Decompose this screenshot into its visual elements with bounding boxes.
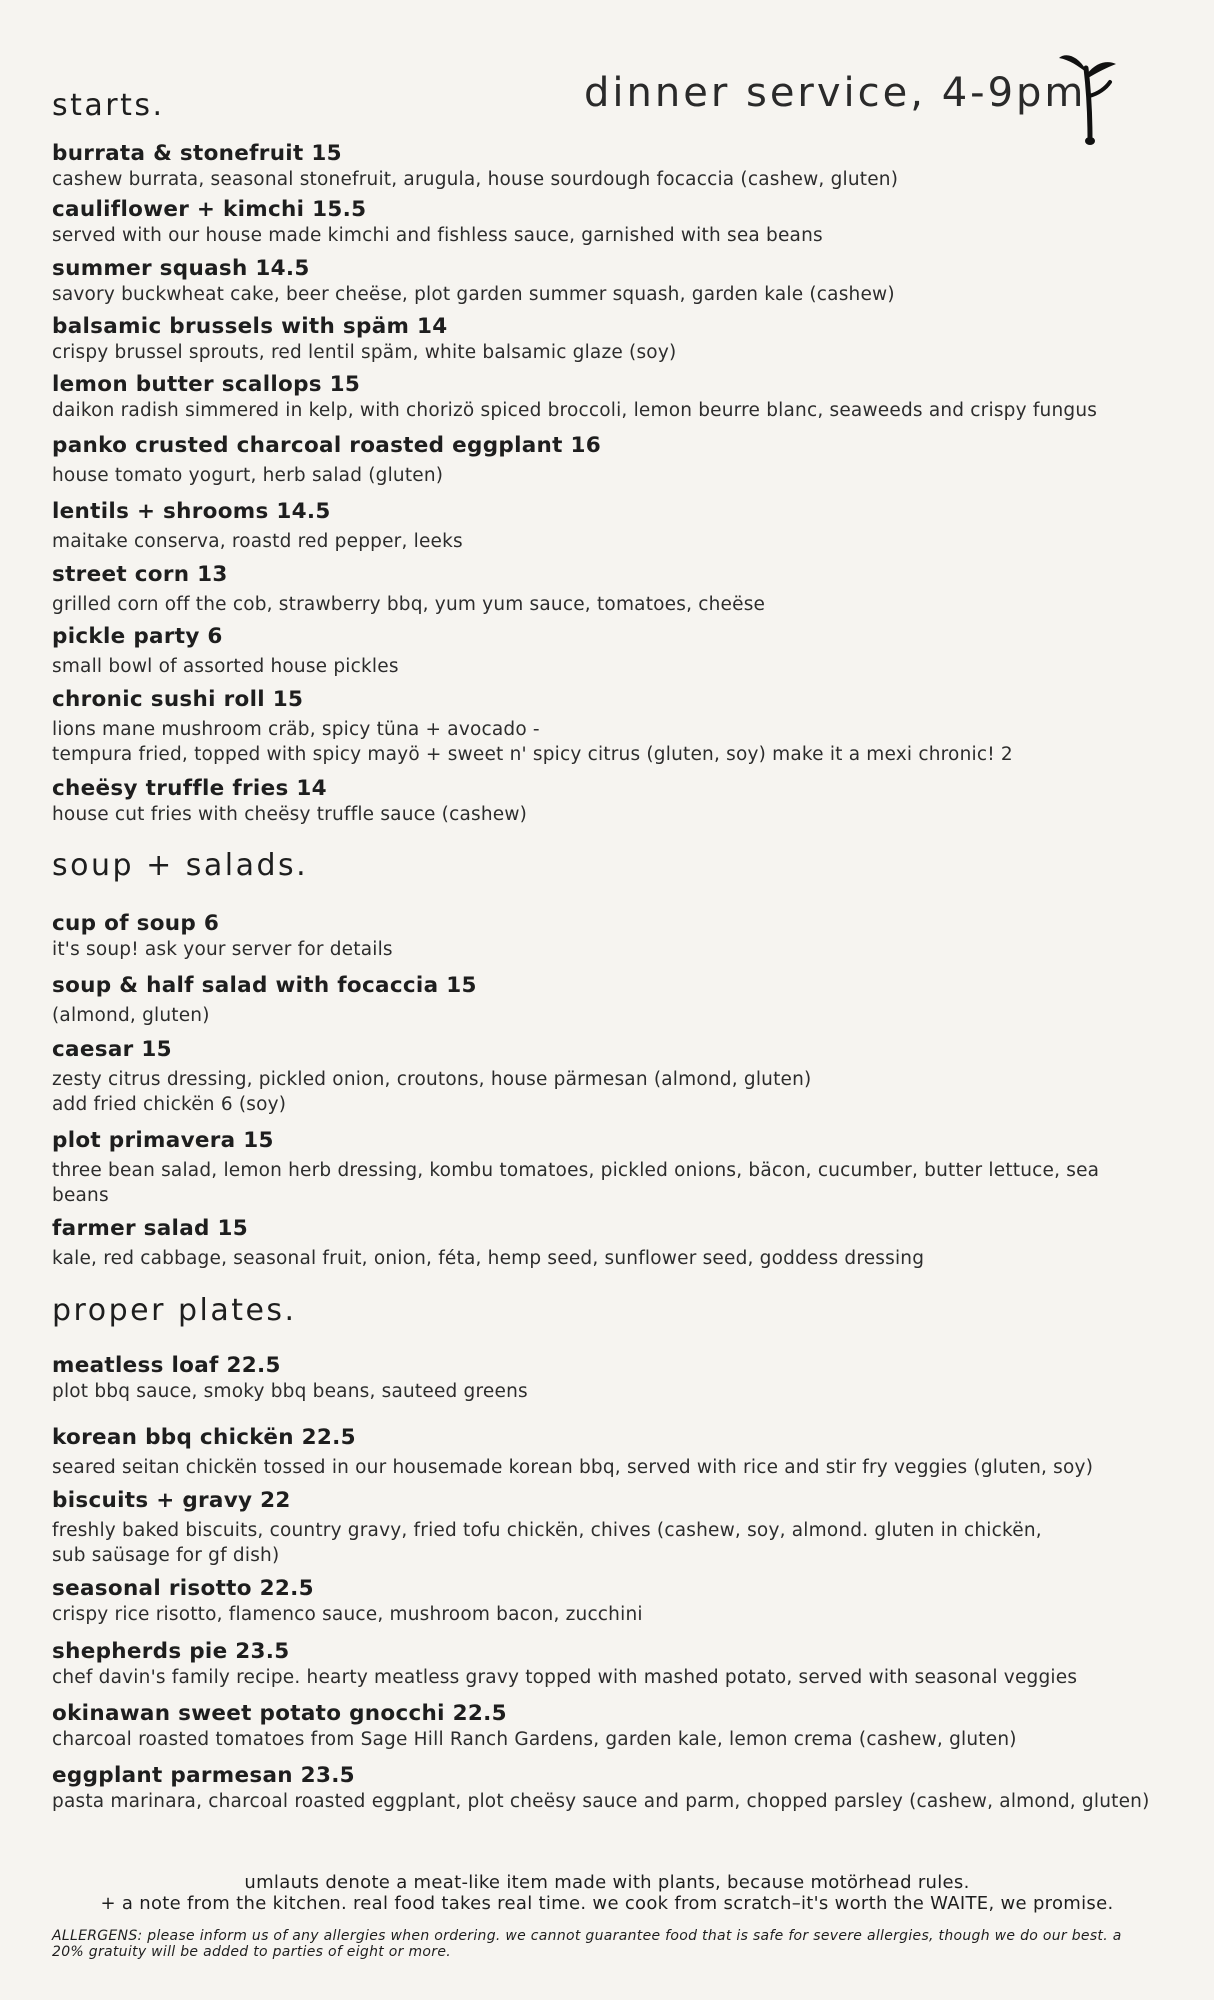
menu-item (52, 256, 1202, 307)
item-description: house tomato yogurt, herb salad (gluten) (52, 465, 444, 486)
item-name: soup & half salad with focaccia 15 (52, 973, 477, 998)
menu-item (52, 973, 1202, 1028)
item-name: biscuits + gravy 22 (52, 1488, 291, 1513)
item-name: lentils + shrooms 14.5 (52, 499, 331, 524)
item-description: charcoal roasted tomatoes from Sage Hill Ranch Gardens, garden kale, lemon crema (cashew, gluten) (52, 1729, 1017, 1750)
menu-item (52, 624, 1202, 679)
item-name: meatless loaf 22.5 (52, 1353, 281, 1378)
menu-item (52, 1425, 1202, 1480)
item-name: okinawan sweet potato gnocchi 22.5 (52, 1701, 507, 1726)
item-name: summer squash 14.5 (52, 256, 310, 281)
item-description: beans (52, 1185, 109, 1206)
item-name: shepherds pie 23.5 (52, 1639, 290, 1664)
item-name: cup of soup 6 (52, 911, 220, 936)
item-description: plot bbq sauce, smoky bbq beans, sauteed greens (52, 1381, 528, 1402)
item-name: pickle party 6 (52, 624, 223, 649)
menu-item (52, 141, 1202, 192)
item-description: house cut fries with cheësy truffle sauce (cashew) (52, 804, 528, 825)
item-description: served with our house made kimchi and fishless sauce, garnished with sea beans (52, 225, 823, 246)
item-name: lemon butter scallops 15 (52, 372, 361, 397)
item-name: balsamic brussels with späm 14 (52, 314, 448, 339)
menu-item (52, 314, 1202, 365)
item-description: cashew burrata, seasonal stonefruit, arugula, house sourdough focaccia (cashew, gluten) (52, 169, 899, 190)
menu-item (52, 1037, 1202, 1117)
menu-item (52, 433, 1202, 488)
menu-item (52, 911, 1202, 962)
item-name: chronic sushi roll 15 (52, 687, 304, 712)
menu-item (52, 1639, 1202, 1690)
menu-item (52, 1488, 1202, 1568)
item-description: grilled corn off the cob, strawberry bbq, yum yum sauce, tomatoes, cheëse (52, 594, 766, 615)
item-name: panko crusted charcoal roasted eggplant 16 (52, 433, 602, 458)
item-name: cheësy truffle fries 14 (52, 776, 327, 801)
item-description: sub saüsage for gf dish) (52, 1545, 280, 1566)
item-description: crispy brussel sprouts, red lentil späm, white balsamic glaze (soy) (52, 342, 677, 363)
allergens-note: ALLERGENS: please inform us of any allergies when ordering. we cannot guarantee food that is safe for severe allergies, though we do our best. a 20% gratuity will be added to parties of eight or more. (52, 1928, 1122, 1960)
service-title: dinner service, 4-9pm (584, 70, 1087, 116)
menu-item (52, 372, 1202, 423)
item-name: caesar 15 (52, 1037, 172, 1062)
item-description: daikon radish simmered in kelp, with chorizö spiced broccoli, lemon beurre blanc, seaweeds and crispy fungus (52, 400, 1098, 421)
item-description: zesty citrus dressing, pickled onion, croutons, house pärmesan (almond, gluten) (52, 1069, 812, 1090)
sprout-icon (1056, 48, 1120, 148)
menu-item (52, 776, 1202, 827)
menu-item (52, 499, 1202, 554)
menu-item (52, 562, 1202, 617)
menu-item (52, 1128, 1202, 1208)
item-description: savory buckwheat cake, beer cheëse, plot garden summer squash, garden kale (cashew) (52, 284, 895, 305)
item-name: seasonal risotto 22.5 (52, 1576, 314, 1601)
item-description: three bean salad, lemon herb dressing, kombu tomatoes, pickled onions, bäcon, cucumber, butter lettuce, sea (52, 1160, 1100, 1181)
item-description: maitake conserva, roastd red pepper, leeks (52, 531, 463, 552)
item-name: burrata & stonefruit 15 (52, 141, 342, 166)
item-description: it's soup! ask your server for details (52, 939, 393, 960)
menu-item (52, 1353, 1202, 1404)
menu-item (52, 687, 1202, 767)
item-description: small bowl of assorted house pickles (52, 656, 399, 677)
menu-item (52, 197, 1202, 248)
item-description: seared seitan chickën tossed in our housemade korean bbq, served with rice and stir fry veggies (gluten, soy) (52, 1457, 1094, 1478)
item-description: (almond, gluten) (52, 1005, 210, 1026)
item-name: korean bbq chickën 22.5 (52, 1425, 356, 1450)
item-name: farmer salad 15 (52, 1216, 249, 1241)
item-description: tempura fried, topped with spicy mayö + sweet n' spicy citrus (gluten, soy) make it a mexi chronic! 2 (52, 744, 1013, 765)
item-description: chef davin's family recipe. hearty meatless gravy topped with mashed potato, served with seasonal veggies (52, 1667, 1078, 1688)
item-description: kale, red cabbage, seasonal fruit, onion, féta, hemp seed, sunflower seed, goddess dressing (52, 1248, 925, 1269)
item-name: cauliflower + kimchi 15.5 (52, 197, 367, 222)
item-description: freshly baked biscuits, country gravy, fried tofu chickën, chives (cashew, soy, almond. gluten in chickën, (52, 1520, 1042, 1541)
item-description: add fried chickën 6 (soy) (52, 1094, 287, 1115)
item-description: lions mane mushroom cräb, spicy tüna + avocado - (52, 719, 540, 740)
item-name: street corn 13 (52, 562, 228, 587)
section-title-plates: proper plates. (52, 1293, 297, 1328)
menu-item (52, 1216, 1202, 1271)
umlaut-note: umlauts denote a meat-like item made with plants, because motörhead rules. (244, 1872, 970, 1893)
item-name: plot primavera 15 (52, 1128, 274, 1153)
kitchen-note: + a note from the kitchen. real food takes real time. we cook from scratch–it's worth the WAITE, we promise. (100, 1893, 1114, 1914)
section-title-starts: starts. (52, 88, 165, 123)
menu-item (52, 1576, 1202, 1627)
menu-item (52, 1763, 1202, 1814)
item-name: eggplant parmesan 23.5 (52, 1763, 355, 1788)
item-description: crispy rice risotto, flamenco sauce, mushroom bacon, zucchini (52, 1604, 643, 1625)
item-description: pasta marinara, charcoal roasted eggplant, plot cheësy sauce and parm, chopped parsley (cashew, almond, gluten) (52, 1791, 1150, 1812)
menu-item (52, 1701, 1202, 1752)
section-title-soups: soup + salads. (52, 848, 309, 883)
